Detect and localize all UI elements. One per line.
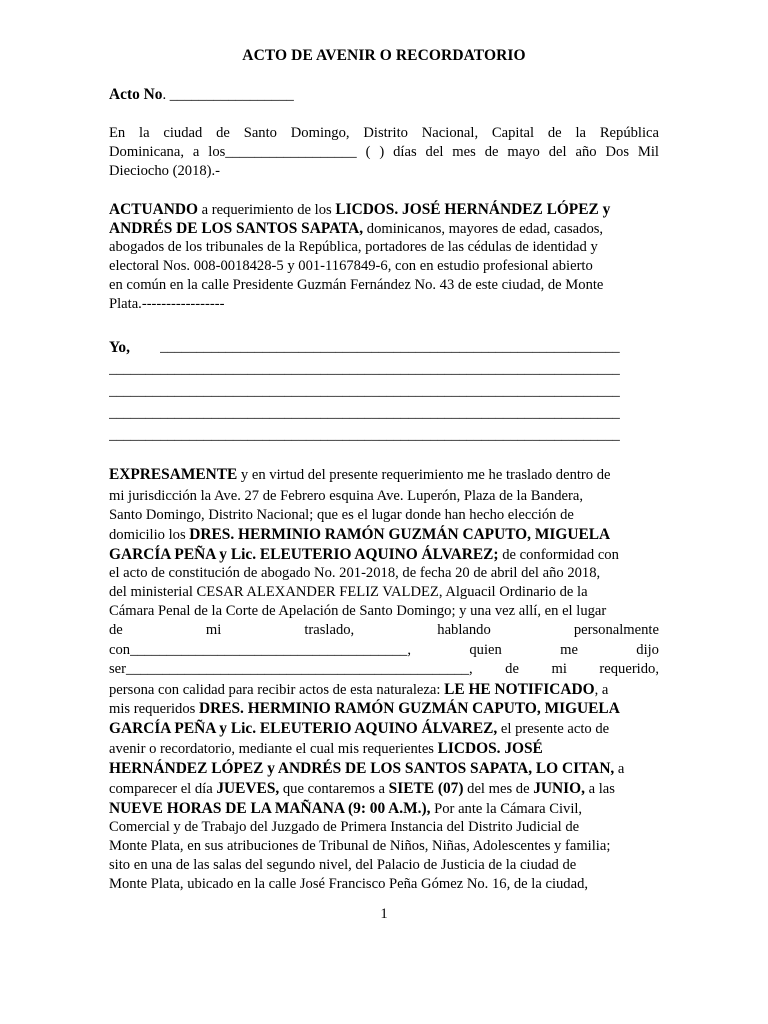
paragraph-3-line-16: HERNÁNDEZ LÓPEZ y ANDRÉS DE LOS SANTOS SAPATA, LO CITAN, a bbox=[109, 760, 625, 777]
word: Nacional, bbox=[421, 125, 479, 141]
yo-blank-line-1: _______________________________________________________________ bbox=[160, 339, 620, 355]
paragraph-3-line-12: persona con calidad para recibir actos de esta naturaleza: LE HE NOTIFICADO, a bbox=[109, 681, 609, 698]
word: requerido, bbox=[599, 661, 659, 677]
word: Dos bbox=[605, 144, 629, 160]
paragraph-3-line-5: GARCÍA PEÑA y Lic. ELEUTERIO AQUINO ÁLVAREZ; de conformidad con bbox=[109, 546, 619, 563]
word: los__________________ bbox=[208, 144, 357, 160]
word: dijo bbox=[636, 642, 659, 658]
word: mi bbox=[551, 661, 567, 677]
licdos-names: LICDOS. JOSÉ HERNÁNDEZ LÓPEZ y bbox=[335, 201, 611, 218]
word: Mil bbox=[637, 144, 659, 160]
paragraph-3-line-8: Cámara Penal de la Corte de Apelación de Santo Domingo; y una vez allí, en el lugar bbox=[109, 603, 607, 619]
acto-label: Acto No bbox=[109, 86, 163, 103]
word: de bbox=[484, 144, 499, 160]
word: mi bbox=[205, 622, 222, 638]
word: mes bbox=[452, 144, 476, 160]
paragraph-2-line-4: electoral Nos. 008-0018428-5 y 001-1167849-6, con en estudio profesional abierto bbox=[109, 258, 593, 274]
word: de bbox=[216, 125, 230, 141]
acto-number-line bbox=[109, 85, 294, 105]
actuando-word: ACTUANDO bbox=[109, 201, 198, 218]
paragraph-3-line-20: Monte Plata, en sus atribuciones de Tribunal de Niños, Niñas, Adolescentes y familia; bbox=[109, 838, 611, 854]
paragraph-3-line-4: domicilio los DRES. HERMINIO RAMÓN GUZMÁN CAPUTO, MIGUELA bbox=[109, 526, 611, 543]
word: ser_______________________________________________, bbox=[109, 661, 473, 677]
word: del bbox=[425, 144, 444, 160]
paragraph-3-line-3: Santo Domingo, Distrito Nacional; que es el lugar donde han hecho elección de bbox=[109, 507, 574, 523]
word: año bbox=[575, 144, 597, 160]
paragraph-1-line-2 bbox=[109, 143, 659, 162]
paragraph-1-line-3: Dieciocho (2018).- bbox=[109, 163, 221, 179]
yo-blank-line-3: ______________________________________________________________________ bbox=[109, 383, 620, 399]
word: Domingo, bbox=[290, 125, 350, 141]
paragraph-2-line-1: ACTUANDO a requerimiento de los LICDOS. JOSÉ HERNÁNDEZ LÓPEZ y bbox=[109, 201, 611, 218]
yo-blank-line-5: ______________________________________________________________________ bbox=[109, 427, 620, 443]
word: la bbox=[575, 125, 587, 141]
paragraph-3-line-13: mis requeridos DRES. HERMINIO RAMÓN GUZMÁN CAPUTO, MIGUELA bbox=[109, 700, 620, 717]
paragraph-3-line-21: sito en una de las salas del segundo nivel, del Palacio de Justicia de la ciudad de bbox=[109, 857, 577, 873]
word: a bbox=[192, 144, 200, 160]
acto-blank: . _________________ bbox=[162, 87, 294, 103]
yo-blank-line-4: ______________________________________________________________________ bbox=[109, 405, 620, 421]
word: ( bbox=[365, 144, 371, 160]
paragraph-3-line-22: Monte Plata, ubicado en la calle José Francisco Peña Gómez No. 16, de la ciudad, bbox=[109, 876, 589, 892]
paragraph-3-line-7: del ministerial CESAR ALEXANDER FELIZ VALDEZ, Alguacil Ordinario de la bbox=[109, 584, 588, 600]
paragraph-3-line-19: Comercial y de Trabajo del Juzgado de Primera Instancia del Distrito Judicial de bbox=[109, 819, 580, 835]
yo-blank-line-2: ______________________________________________________________________ bbox=[109, 361, 620, 377]
word: ciudad bbox=[163, 125, 203, 141]
paragraph-3-line-2: mi jurisdicción la Ave. 27 de Febrero esquina Ave. Luperón, Plaza de la Bandera, bbox=[109, 488, 584, 504]
le-he-notificado: LE HE NOTIFICADO bbox=[444, 681, 595, 698]
word: ) bbox=[379, 144, 385, 160]
yo-label: Yo, bbox=[109, 339, 130, 356]
word: personalmente bbox=[573, 622, 659, 638]
word: República bbox=[599, 125, 659, 141]
paragraph-2-line-3: abogados de los tribunales de la República, portadores de las cédulas de identidad y bbox=[109, 239, 598, 255]
paragraph-3-line-18: NUEVE HORAS DE LA MAÑANA (9: 00 A.M.), Por ante la Cámara Civil, bbox=[109, 800, 583, 817]
paragraph-3-line-10 bbox=[109, 641, 659, 660]
paragraph-3-line-6: el acto de constitución de abogado No. 201-2018, de fecha 20 de abril del año 2018, bbox=[109, 565, 601, 581]
paragraph-3-line-14: GARCÍA PEÑA y Lic. ELEUTERIO AQUINO ÁLVAREZ, el presente acto de bbox=[109, 720, 610, 737]
word: En bbox=[109, 125, 126, 141]
paragraph-2-line-5: en común en la calle Presidente Guzmán Fernández No. 43 de este ciudad, de Monte bbox=[109, 277, 604, 293]
word: Distrito bbox=[363, 125, 408, 141]
word: Dominicana, bbox=[109, 144, 184, 160]
paragraph-3-line-11 bbox=[109, 660, 659, 679]
word: de bbox=[505, 661, 519, 677]
word: quien bbox=[469, 642, 502, 658]
document-title: ACTO DE AVENIR O RECORDATORIO bbox=[242, 47, 526, 64]
word: con______________________________________, bbox=[109, 642, 412, 658]
word: Santo bbox=[243, 125, 277, 141]
page-number: 1 bbox=[380, 906, 388, 922]
word: del bbox=[548, 144, 567, 160]
word: Capital bbox=[491, 125, 535, 141]
paragraph-3-line-9 bbox=[109, 621, 659, 640]
paragraph-1-line-1 bbox=[109, 124, 659, 143]
word: días bbox=[393, 144, 417, 160]
paragraph-2-line-2: ANDRÉS DE LOS SANTOS SAPATA, dominicanos, mayores de edad, casados, bbox=[109, 220, 604, 237]
paragraph-3-line-15: avenir o recordatorio, mediante el cual mis requerientes LICDOS. JOSÉ bbox=[109, 740, 543, 757]
word: traslado, bbox=[304, 622, 355, 638]
word: me bbox=[560, 642, 578, 658]
word: la bbox=[139, 125, 150, 141]
word: de bbox=[547, 125, 562, 141]
word: hablando bbox=[437, 622, 491, 638]
paragraph-2-line-6: Plata.----------------- bbox=[109, 296, 225, 312]
word: mayo bbox=[507, 144, 540, 160]
word: de bbox=[109, 622, 123, 638]
paragraph-3-line-17: comparecer el día JUEVES, que contaremos a SIETE (07) del mes de JUNIO, a las bbox=[109, 780, 615, 797]
paragraph-3-line-1: EXPRESAMENTE y en virtud del presente requerimiento me he traslado dentro de bbox=[109, 466, 611, 483]
